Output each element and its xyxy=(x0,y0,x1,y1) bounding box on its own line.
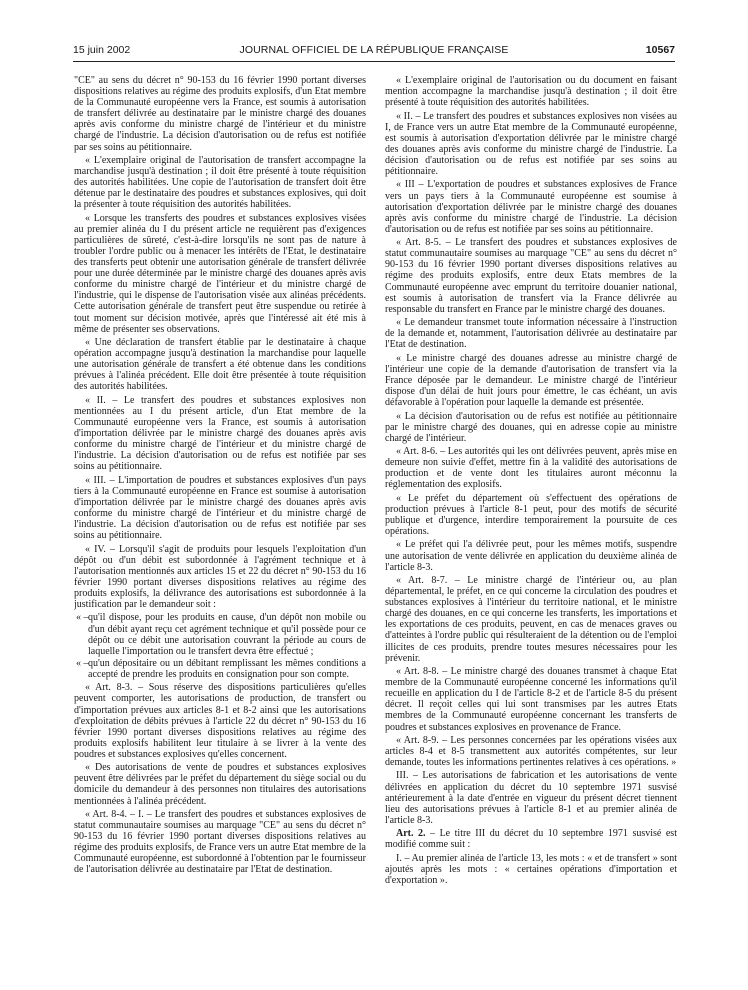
paragraph xyxy=(385,539,677,572)
paragraph-text: « L'exemplaire original de l'autorisation ou du document en faisant mention accompagne la marchandise jusqu'à destination ; il doit être présenté à toute réquisition des autorités habilitées. xyxy=(385,75,677,109)
issue-date: 15 juin 2002 xyxy=(73,44,131,56)
article-lead: Art. 2. xyxy=(396,828,426,840)
paragraph xyxy=(74,544,366,611)
paragraph xyxy=(74,475,366,542)
paragraph-text: « II. – Le transfert des poudres et substances explosives non visées au I, de France vers un autre Etat membre de la Communauté européenne, est soumis à autorisation d'exportation délivrée par le ministre chargé des douanes après avis conforme du ministre chargé de l'industrie. La décision d'autorisation ou de refus est notifiée par ses soins au pétitionnaire. xyxy=(385,110,677,178)
header-rule xyxy=(73,61,675,62)
paragraph xyxy=(74,809,366,876)
paragraph-text: « II. – Le transfert des poudres et substances explosives non mentionnées au I du présent article, d'un Etat membre de la Communauté européenne vers la France, est soumis à autorisation d'importation délivrée par le ministre chargé des douanes après avis conforme du ministre chargé de l'intérieur et du ministre chargé de l'industrie. La décision d'autorisation ou de refus est notifiée par ses soins au pétitionnaire. xyxy=(74,394,366,473)
journal-title: JOURNAL OFFICIEL DE LA RÉPUBLIQUE FRANÇAISE xyxy=(239,44,509,56)
paragraph xyxy=(385,111,677,178)
paragraph-text: « Art. 8-5. – Le transfert des poudres et substances explosives de statut communautaire soumises au marquage "CE" au sens du décret n° 90-153 du 16 février 1990 portant diverses dispositions relatives au régime des produits explosifs, entre deux Etats membres de la Communauté européenne avec emprunt du territoire douanier national, est soumis à autorisation de transfert via la France délivrée au responsable du transfert en France par le ministre chargé des douanes. xyxy=(385,237,677,315)
list-dash: « – xyxy=(76,612,89,624)
paragraph xyxy=(385,75,677,108)
paragraph xyxy=(74,682,366,760)
paragraph xyxy=(385,493,677,537)
list-item-text: qu'il dispose, pour les produits en cause, d'un dépôt non mobile ou d'un débit ayant reçu cet agrément technique et qu'il possède pour ce dépôt ou ce débit une autorisation couvrant la période au cours de laquelle l'importation ou le transfert devra être effectué ; xyxy=(88,612,366,657)
paragraph-text: « Lorsque les transferts des poudres et substances explosives visées au premier alinéa du I du présent article ne requièrent pas d'exigences particulières de sûreté, c'est-à-dire lorsqu'ils ne sont pas de nature à troubler l'ordre public ou à menacer les intérêts de l'Etat, le destinataire des transferts peut obtenir une autorisation générale de transfert délivrée pour une durée déterminée par le ministre chargé des douanes après avis conforme du ministre chargé de l'intérieur et du ministre chargé de l'industrie, qui le dispense de l'autorisation visée aux alinéas précédents. Cette autorisation générale de transfert peut être suspendue ou retirée à tout moment sur décision motivée, après que l'intéressé ait été mis à même de présenter ses observations. xyxy=(74,212,366,335)
paragraph-text: « Art. 8-9. – Les personnes concernées par les opérations visées aux articles 8-4 et 8-5 transmettent aux autorités compétentes, sur leur demande, toutes les informations pertinentes relatives à ces opérations. » xyxy=(385,734,677,769)
list-dash: « – xyxy=(76,657,89,669)
paragraph xyxy=(385,237,677,315)
paragraph xyxy=(385,735,677,768)
paragraph xyxy=(385,853,677,886)
paragraph xyxy=(385,317,677,350)
paragraph-text: « Le préfet qui l'a délivrée peut, pour les mêmes motifs, suspendre une autorisation de vente délivrée en application du deuxième alinéa de l'article 8-3. xyxy=(385,539,677,573)
paragraph-text: I. – Au premier alinéa de l'article 13, les mots : « et de transfert » sont ajoutés après les mots : « certaines opérations d'importation et d'exportation ». xyxy=(385,852,677,886)
bullet-list xyxy=(74,612,366,680)
paragraph xyxy=(74,395,366,473)
paragraph xyxy=(385,179,677,234)
list-item-text: qu'un dépositaire ou un débitant remplissant les mêmes conditions a accepté de prendre les produits en consignation pour son compte. xyxy=(88,657,366,680)
paragraph xyxy=(74,155,366,210)
paragraph-text: III. – Les autorisations de fabrication et les autorisations de vente délivrées en application du décret du 10 septembre 1971 susvisé antérieurement à la date d'entrée en vigueur du présent décret tiennent lieu des autorisations prévues à l'article 8-1 et au premier alinéa de l'article 8-3. xyxy=(385,770,677,826)
paragraph-text: « III. – L'importation de poudres et substances explosives d'un pays tiers à la Communauté européenne en France est soumise à autorisation d'importation délivrée par le ministre chargé des douanes après avis conforme du ministre chargé de l'intérieur et du ministre chargé de l'industrie. La décision d'autorisation ou de refus est notifiée par ses soins au pétitionnaire. xyxy=(74,474,366,542)
paragraph xyxy=(385,828,677,850)
paragraph xyxy=(74,213,366,335)
paragraph xyxy=(385,353,677,408)
paragraph-text: – Le titre III du décret du 10 septembre 1971 susvisé est modifié comme suit : xyxy=(385,828,677,851)
right-column xyxy=(385,75,677,980)
paragraph-text: « Une déclaration de transfert établie par le destinataire à chaque opération accompagne jusqu'à destination la marchandise pour laquelle une autorisation générale de transfert a été obtenue dans les conditions prévues à l'alinéa précédent. Elle doit être présentée à toute réquisition des autorités habilitées. xyxy=(74,337,366,393)
left-column xyxy=(74,75,366,980)
paragraph-text: « L'exemplaire original de l'autorisation de transfert accompagne la marchandise jusqu'à destination ; il doit être présenté à toute réquisition des autorités habilitées. Une copie de l'autorisation de transfert doit être détenue par le destinataire des poudres et substances explosives, qui doit la présenter à toute réquisition des autorités habilitées. xyxy=(74,154,366,211)
paragraph xyxy=(385,770,677,825)
paragraph xyxy=(385,411,677,444)
paragraph-text: « Le préfet du département où s'effectuent des opérations de production prévues à l'article 8-1 peut, pour des motifs de sécurité publique et d'urgence, interdire temporairement la poursuite de ces opérations. xyxy=(385,492,677,538)
paragraph xyxy=(74,337,366,392)
paragraph xyxy=(385,446,677,490)
page-header xyxy=(73,44,675,60)
paragraph-text: « Art. 8-4. – I. – Le transfert des poudres et substances explosives de statut communautaire soumises au marquage "CE" au sens du décret n° 90-153 du 16 février 1990 portant diverses dispositions relatives au régime des produits explosifs, de France vers un autre Etat membre de la Communauté européenne, est subordonné à l'obtention par le fournisseur de l'autorisation délivrée au destinataire par l'Etat de destination. xyxy=(74,808,366,876)
paragraph-text: « La décision d'autorisation ou de refus est notifiée au pétitionnaire par le ministre chargé des douanes, qui en adresse copie au ministre chargé de l'intérieur. xyxy=(385,410,677,444)
list-item xyxy=(74,658,366,680)
list-item xyxy=(74,612,366,656)
paragraph-text: "CE" au sens du décret n° 90-153 du 16 février 1990 portant diverses dispositions relatives au régime des produits explosifs, d'un Etat membre de la Communauté européenne vers la France, est soumis à autorisation de transfert délivrée au destinataire par le ministre chargé des douanes après avis conforme du ministre chargé de l'intérieur et du ministre chargé de l'industrie. La décision d'autorisation ou de refus est notifiée par ses soins au pétitionnaire. xyxy=(74,75,366,153)
paragraph-text: « III – L'exportation de poudres et substances explosives de France vers un pays tiers à la Communauté européenne est soumise à autorisation d'exportation délivrée par le ministre chargé des douanes après avis conforme du ministre chargé de l'industrie. La décision d'autorisation ou de refus est notifiée par ses soins au pétitionnaire. xyxy=(385,179,677,235)
paragraph-text: « Art. 8-6. – Les autorités qui les ont délivrées peuvent, après mise en demeure non suivie d'effet, mettre fin à la validité des autorisations de production et de vente dont les titulaires auront méconnu la réglementation des explosifs. xyxy=(385,446,677,491)
paragraph xyxy=(385,575,677,664)
page-number: 10567 xyxy=(645,44,675,56)
paragraph xyxy=(74,762,366,806)
paragraph xyxy=(74,75,366,153)
paragraph-text: « Art. 8-3. – Sous réserve des dispositions particulières qu'elles peuvent comporter, les autorisations de production, de transfert ou d'importation prévues aux articles 8-1 et 8-2 ainsi que les autorisations d'exploitation de débits prévues à l'article 22 du décret n° 90-153 du 16 février 1990 portant diverses dispositions relatives au régime des produits explosifs habilitent leur titulaire à se livrer à la vente des poudres et substances explosives qu'elles concernent. xyxy=(74,682,366,760)
paragraph-text: « Art. 8-7. – Le ministre chargé de l'intérieur ou, au plan départemental, le préfet, en ce qui concerne la circulation des poudres et substances explosives à l'intérieur du territoire national, et le ministre chargé des douanes, en ce qui concerne les transferts, les importations et les exportations de ces produits, peuvent, en cas de menaces graves ou d'atteintes à l'ordre public qui résulteraient de la détention ou de l'emploi illicites de ces produits, prendre toutes mesures nécessaires pour les prévenir. xyxy=(385,575,677,664)
paragraph-text: « IV. – Lorsqu'il s'agit de produits pour lesquels l'exploitation d'un dépôt ou d'un débit est subordonnée à l'agrément technique et à l'autorisation mentionnés aux articles 15 et 22 du décret n° 90-153 du 16 février 1990 portant diverses dispositions relatives au régime des produits explosifs, la délivrance des autorisations est subordonnée à la justification par le demandeur soit : xyxy=(74,543,366,611)
paragraph-text: « Art. 8-8. – Le ministre chargé des douanes transmet à chaque Etat membre de la Communauté européenne concerné les informations qu'il recueille en application du I de l'article 8-2 et de l'article 8-5 du présent décret. Il reçoit celles qui lui sont transmises par les autres Etats membres de la Communauté européenne concernant les transferts de poudres et substances explosives en provenance de France. xyxy=(385,666,677,733)
paragraph-text: « Le demandeur transmet toute information nécessaire à l'instruction de la demande et, notamment, l'autorisation délivrée au destinataire par l'Etat de destination. xyxy=(385,317,677,351)
paragraph-text: « Des autorisations de vente de poudres et substances explosives peuvent être délivrées par le préfet du département du siège social ou du domicile du demandeur à des personnes non titulaires des autorisations mentionnées à l'alinéa précédent. xyxy=(74,762,366,807)
paragraph-text: « Le ministre chargé des douanes adresse au ministre chargé de l'intérieur une copie de la demande d'autorisation de transfert via la France déposée par le demandeur. Le ministre chargé de l'intérieur dispose d'un délai de huit jours pour émettre, le cas échéant, un avis défavorable à l'opération pour laquelle la demande est présentée. xyxy=(385,352,677,409)
paragraph xyxy=(385,666,677,733)
